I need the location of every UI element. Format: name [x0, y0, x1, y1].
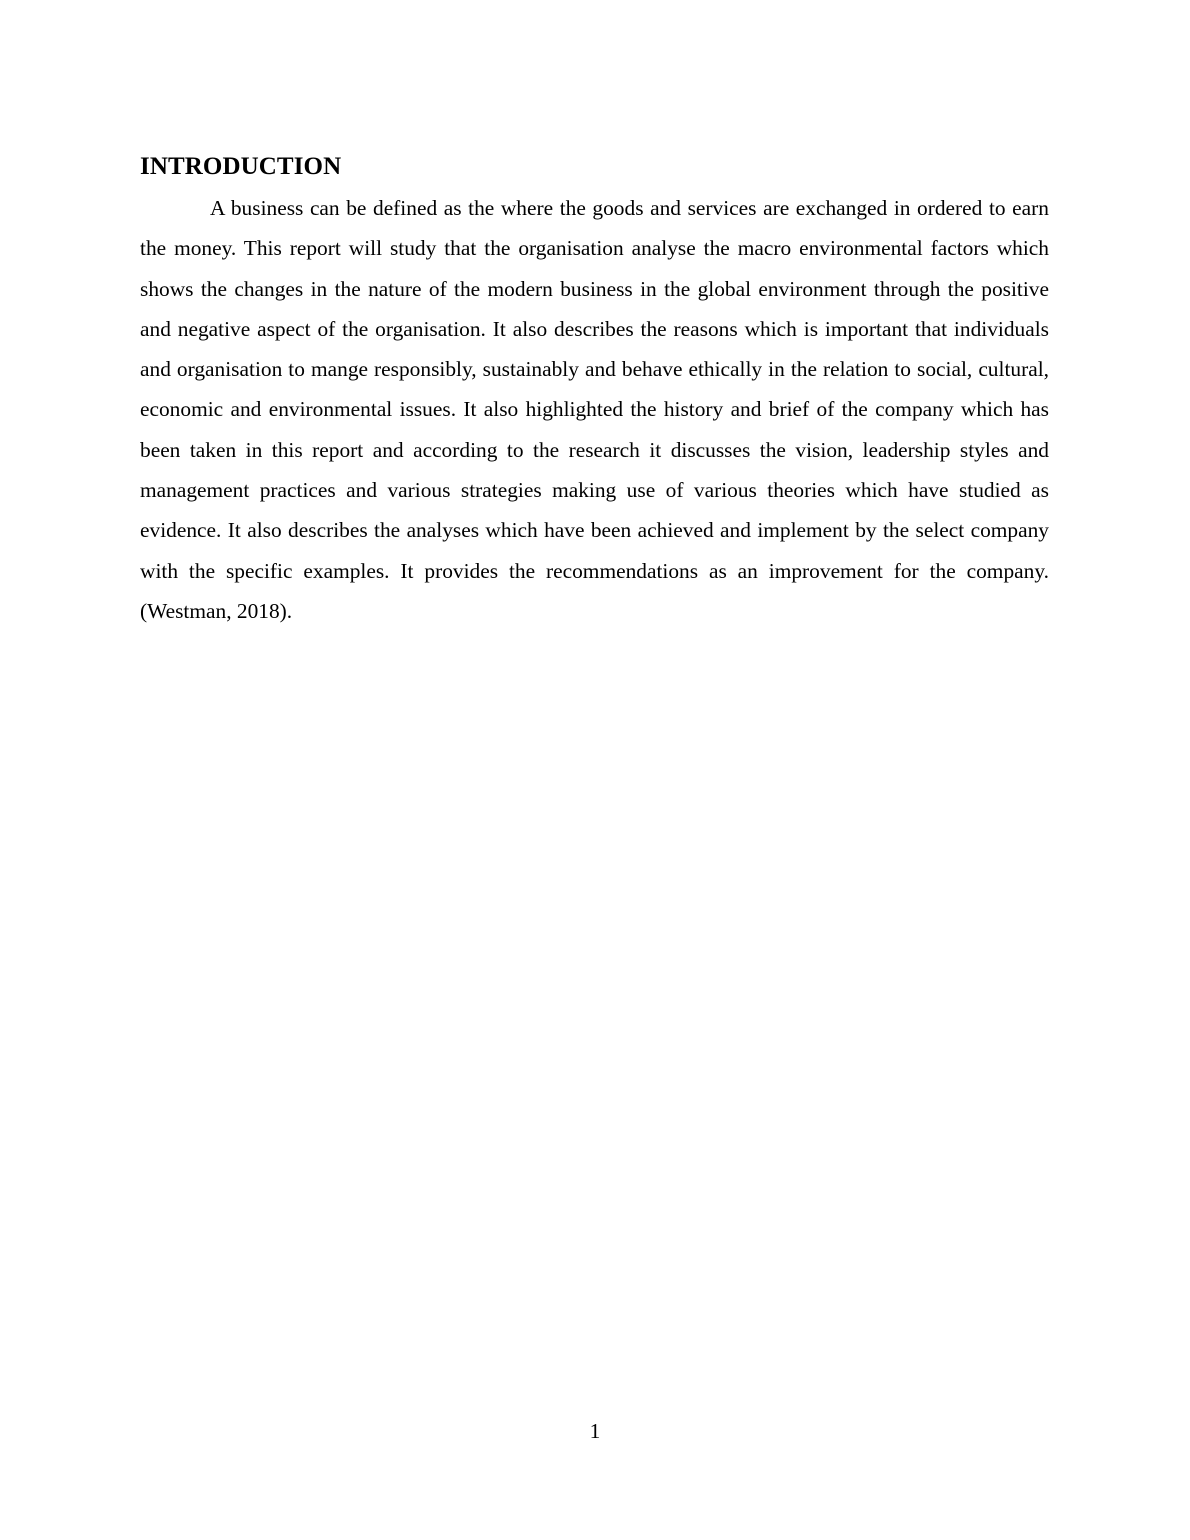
- section-heading: INTRODUCTION: [140, 153, 342, 180]
- page-content: [140, 150, 1049, 631]
- introduction-paragraph: A business can be defined as the where the goods and services are exchanged in ordered to earn the money. This report will study that the organisation analyse the macro environmental factors which shows the changes in the nature of the modern business in the global environment through the positive and negative aspect of the organisation. It also describes the reasons which is important that individuals and organisation to mange responsibly, sustainably and behave ethically in the relation to social, cultural, economic and environmental issues. It also highlighted the history and brief of the company which has been taken in this report and according to the research it discusses the vision, leadership styles and management practices and various strategies making use of various theories which have studied as evidence. It also describes the analyses which have been achieved and implement by the select company with the specific examples. It provides the recommendations as an improvement for the company.(Westman, 2018).: [140, 196, 1049, 623]
- page-number: 1: [589, 1419, 601, 1443]
